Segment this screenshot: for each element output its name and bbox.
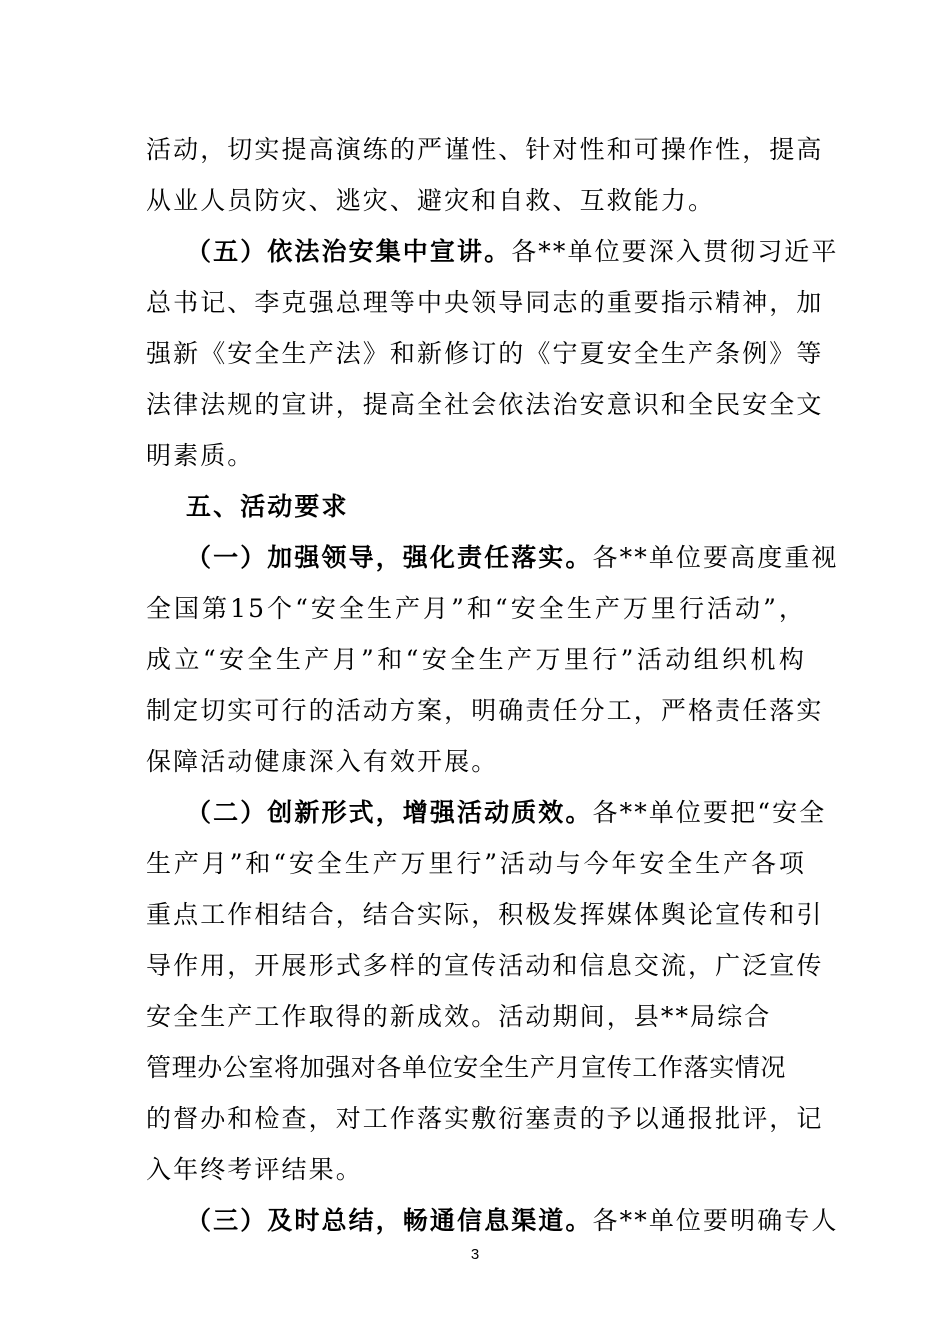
section-heading: 五、活动要求: [186, 492, 349, 521]
body-line: 成立“安全生产月”和“安全生产万里行”活动组织机构: [146, 645, 806, 674]
body-line: 活动，切实提高演练的严谨性、针对性和可操作性，提高: [146, 135, 824, 164]
body-line: 明素质。: [146, 441, 255, 470]
body-line: 入年终考评结果。: [146, 1155, 363, 1184]
paragraph-first-line: [186, 235, 839, 269]
paragraph-lead: （三）及时总结，畅通信息渠道。: [186, 1206, 593, 1235]
body-line: 从业人员防灾、逃灾、避灾和自救、互救能力。: [146, 186, 716, 215]
paragraph-first-line: [186, 796, 827, 830]
page-number: 3: [470, 1246, 480, 1263]
paragraph-text: 各**单位要深入贯彻习近平: [511, 237, 839, 266]
body-line: 全国第15个“安全生产月”和“安全生产万里行活动”，: [146, 594, 806, 623]
body-line: 强新《安全生产法》和新修订的《宁夏安全生产条例》等: [146, 339, 824, 368]
paragraph-lead: （五）依法治安集中宣讲。: [186, 237, 512, 266]
body-line: 保障活动健康深入有效开展。: [146, 747, 499, 776]
paragraph-lead: （一）加强领导，强化责任落实。: [186, 543, 593, 572]
body-line: 管理办公室将加强对各单位安全生产月宣传工作落实情况: [146, 1053, 787, 1082]
paragraph-text: 各**单位要高度重视: [592, 543, 839, 572]
body-line: 生产月”和“安全生产万里行”活动与今年安全生产各项: [146, 849, 806, 878]
body-line: 制定切实可行的活动方案，明确责任分工，严格责任落实: [146, 696, 824, 725]
body-line: 重点工作相结合，结合实际，积极发挥媒体舆论宣传和引: [146, 900, 824, 929]
paragraph-first-line: [186, 541, 839, 575]
paragraph-text: 各**单位要明确专人: [592, 1206, 839, 1235]
paragraph-text: 各**单位要把“安全: [592, 798, 827, 827]
paragraph-first-line: [186, 1204, 839, 1238]
body-line: 法律法规的宣讲，提高全社会依法治安意识和全民安全文: [146, 390, 824, 419]
body-line: 安全生产工作取得的新成效。活动期间，县**局综合: [146, 1002, 772, 1031]
body-line: 导作用，开展形式多样的宣传活动和信息交流，广泛宣传: [146, 951, 824, 980]
body-line: 总书记、李克强总理等中央领导同志的重要指示精神，加: [146, 288, 824, 317]
body-line: 的督办和检查，对工作落实敷衍塞责的予以通报批评，记: [146, 1104, 824, 1133]
paragraph-lead: （二）创新形式，增强活动质效。: [186, 798, 593, 827]
